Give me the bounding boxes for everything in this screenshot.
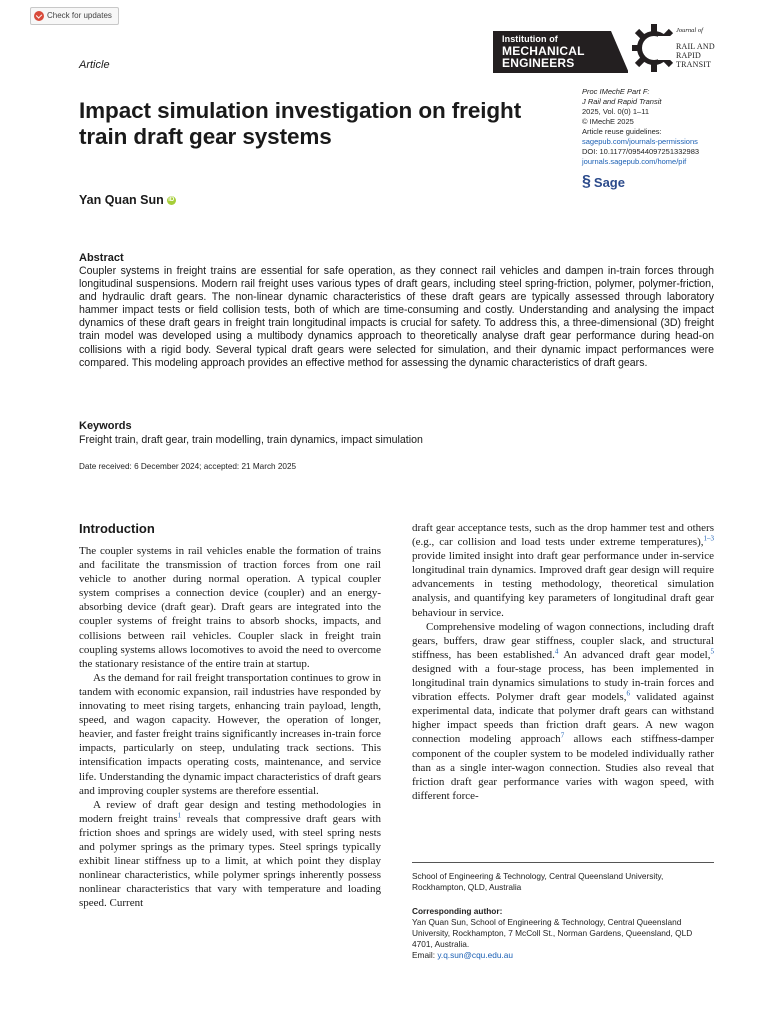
permissions-link[interactable]: sagepub.com/journals-permissions	[582, 137, 698, 146]
intro-paragraph-2: As the demand for rail freight transportation continues to grow in tandem with economic expansion, rail industries have responded by innovating to meet rising targets, enhancing train payload, length, speed, and wagon capacity. However, the operation of longer, heavier, and faster freight trains significantly increases in-train force impacts, particularly on steep, undulating track sections. This intensification impacts operating costs, maintenance, and service life. Understanding the dynamic impact characteristics of draft gears and improving coupler systems are therefore essential.	[79, 671, 381, 797]
email-link[interactable]: y.q.sun@cqu.edu.au	[437, 950, 513, 960]
journal-logo-line-3: RAPID TRANSIT	[676, 51, 712, 69]
footnote	[412, 862, 714, 961]
citation-link[interactable]: 1–3	[703, 534, 714, 543]
corresponding-author-heading: Corresponding author:	[412, 906, 503, 916]
imeche-logo	[493, 31, 628, 73]
affiliation: School of Engineering & Technology, Central Queensland University, Rockhampton, QLD, Australia	[412, 871, 664, 892]
footnote-divider	[412, 862, 714, 863]
journal-info	[582, 87, 732, 167]
journal-name: Proc IMechE Part F:	[582, 87, 650, 96]
intro-paragraph-3: A review of draft gear design and testing methodologies in modern freight trains$^1$ reveals that compressive draft gears with friction shoes and springs are widely used, with steel spring nests and polymer springs as the primary types. Steel springs typically exhibit linear stiffness up to a limit, at which point they display nonlinear characteristics, while polymer springs inherently possess nonlinear characteristics that vary with temperature and loading speed. Current	[79, 798, 381, 910]
corresponding-author-text: Yan Quan Sun, School of Engineering & Technology, Central Queensland University, Rockhampton, 7 McColl St., Norman Gardens, Queensland, QLD 4701, Australia.	[412, 917, 693, 949]
reuse-guidelines-label: Article reuse guidelines:	[582, 127, 662, 136]
keywords-text: Freight train, draft gear, train modelling, train dynamics, impact simulation	[79, 434, 423, 446]
sage-s-icon: §	[582, 173, 591, 190]
check-for-updates-button[interactable]	[30, 7, 119, 25]
author-line	[79, 193, 176, 207]
citation-link[interactable]: 6	[626, 689, 630, 698]
journal-volume: 2025, Vol. 0(0) 1–11	[582, 107, 649, 116]
abstract-text: Coupler systems in freight trains are essential for safe operation, as they connect rail vehicles and dampen in-train forces through longitudinal suspensions. Modern rail freight uses various types of draft gears, including steel spring-friction, polymer, polymer-friction, and hydraulic draft gears. The non-linear dynamic characteristics of these draft gears are typically assessed through laboratory hammer impact tests or field collision tests, both of which are time-consuming and costly. Understanding and analysing the impact dynamics of these draft gears in freight train longitudinal impacts is crucial for safety. To address this, a three-dimensional (3D) freight train model was developed using a multibody dynamics approach to theoretically analyse draft gear performance during head-on collisions with a rigid body. Several typical draft gears were selected for simulation, and their dynamic impact performances were compared. This modeling approach provides an effective method for assessing the dynamic characteristics of draft gears.	[79, 265, 714, 369]
abstract	[79, 252, 714, 370]
intro-paragraph-3-cont: draft gear acceptance tests, such as the drop hammer test and others (e.g., car collision and load tests under extreme temperatures),$^{1-3}$ provide limited insight into draft gear performance under in-service longitudinal train dynamics. Improved draft gear design will require advancements in testing methodology, theoretical simulation analysis, and quantifying key parameters of longitudinal draft gear behaviour in service.	[412, 522, 714, 619]
section-heading-introduction: Introduction	[79, 521, 155, 536]
journal-copyright: © IMechE 2025	[582, 117, 634, 126]
logo-line-3: ENGINEERS	[502, 56, 575, 70]
check-updates-label: Check for updates	[47, 11, 112, 20]
citation-link[interactable]: 5	[710, 647, 714, 656]
keywords-heading: Keywords	[79, 420, 132, 432]
intro-paragraph-4: Comprehensive modeling of wagon connections, including draft gears, buffers, draw gear stiffness, coupler slack, and structural stiffness, has been established.$^4$ An advanced draft gear model,$^5$ designed with a four-stage process, has been implemented in longitudinal train dynamics simulations to study in-train forces and vibration effects. Polymer draft gear models,$^6$ validated against experimental data, indicate that polymer draft gears can withstand higher impact speeds than friction draft gears. A new wagon connection modeling approach$^7$ allows each stiffness-damper component of the coupler system to be modeled individually rather than as a single inter-wagon connection. Studies also reveal that friction draft gear performance varies with wagon speed, with different force-	[412, 620, 714, 802]
citation-link[interactable]: 1	[177, 811, 182, 820]
logo-line-1: Institution of	[502, 34, 558, 44]
keywords	[79, 420, 714, 447]
intro-paragraph-1: The coupler systems in rail vehicles enable the formation of trains and facilitate the transmission of traction forces from one rail vehicle to another during normal operation. A typical coupler system comprises a connection device (coupler) and an energy-absorbing device (draft gear). Draft gears are integrated into the coupler systems of freight trains to absorb shocks, impacts, and collisions between rail vehicles. Coupler slack in freight train coupling systems allows locomotives to avoid the need to overcome the stationary resistance of the entire train at startup.	[79, 545, 381, 670]
journal-logo	[632, 20, 722, 76]
sage-logo	[582, 174, 625, 190]
journal-home-link[interactable]: journals.sagepub.com/home/pif	[582, 157, 687, 166]
orcid-icon[interactable]: iD	[168, 196, 175, 203]
check-updates-icon	[34, 11, 44, 21]
article-type: Article	[79, 59, 110, 71]
citation-link[interactable]: 7	[560, 731, 565, 740]
body-column-right	[412, 521, 714, 803]
abstract-heading: Abstract	[79, 252, 124, 264]
sage-label: Sage	[593, 174, 625, 190]
journal-subtitle: J Rail and Rapid Transit	[582, 97, 662, 106]
journal-logo-line-2: RAIL AND	[676, 42, 715, 51]
body-column-left	[79, 521, 381, 910]
journal-logo-line-1: Journal of	[676, 27, 703, 34]
citation-link[interactable]: 4	[554, 647, 559, 656]
gear-icon	[632, 22, 676, 74]
date-received: Date received: 6 December 2024; accepted: 21 March 2025	[79, 462, 297, 471]
logo-line-2: MECHANICAL	[502, 44, 585, 58]
author-name[interactable]: Yan Quan Sun	[79, 193, 164, 207]
doi[interactable]: DOI: 10.1177/09544097251332983	[582, 147, 700, 156]
email-line: Email: y.q.sun@cqu.edu.au	[412, 950, 513, 960]
paper-title: Impact simulation investigation on freight train draft gear systems	[79, 98, 522, 149]
